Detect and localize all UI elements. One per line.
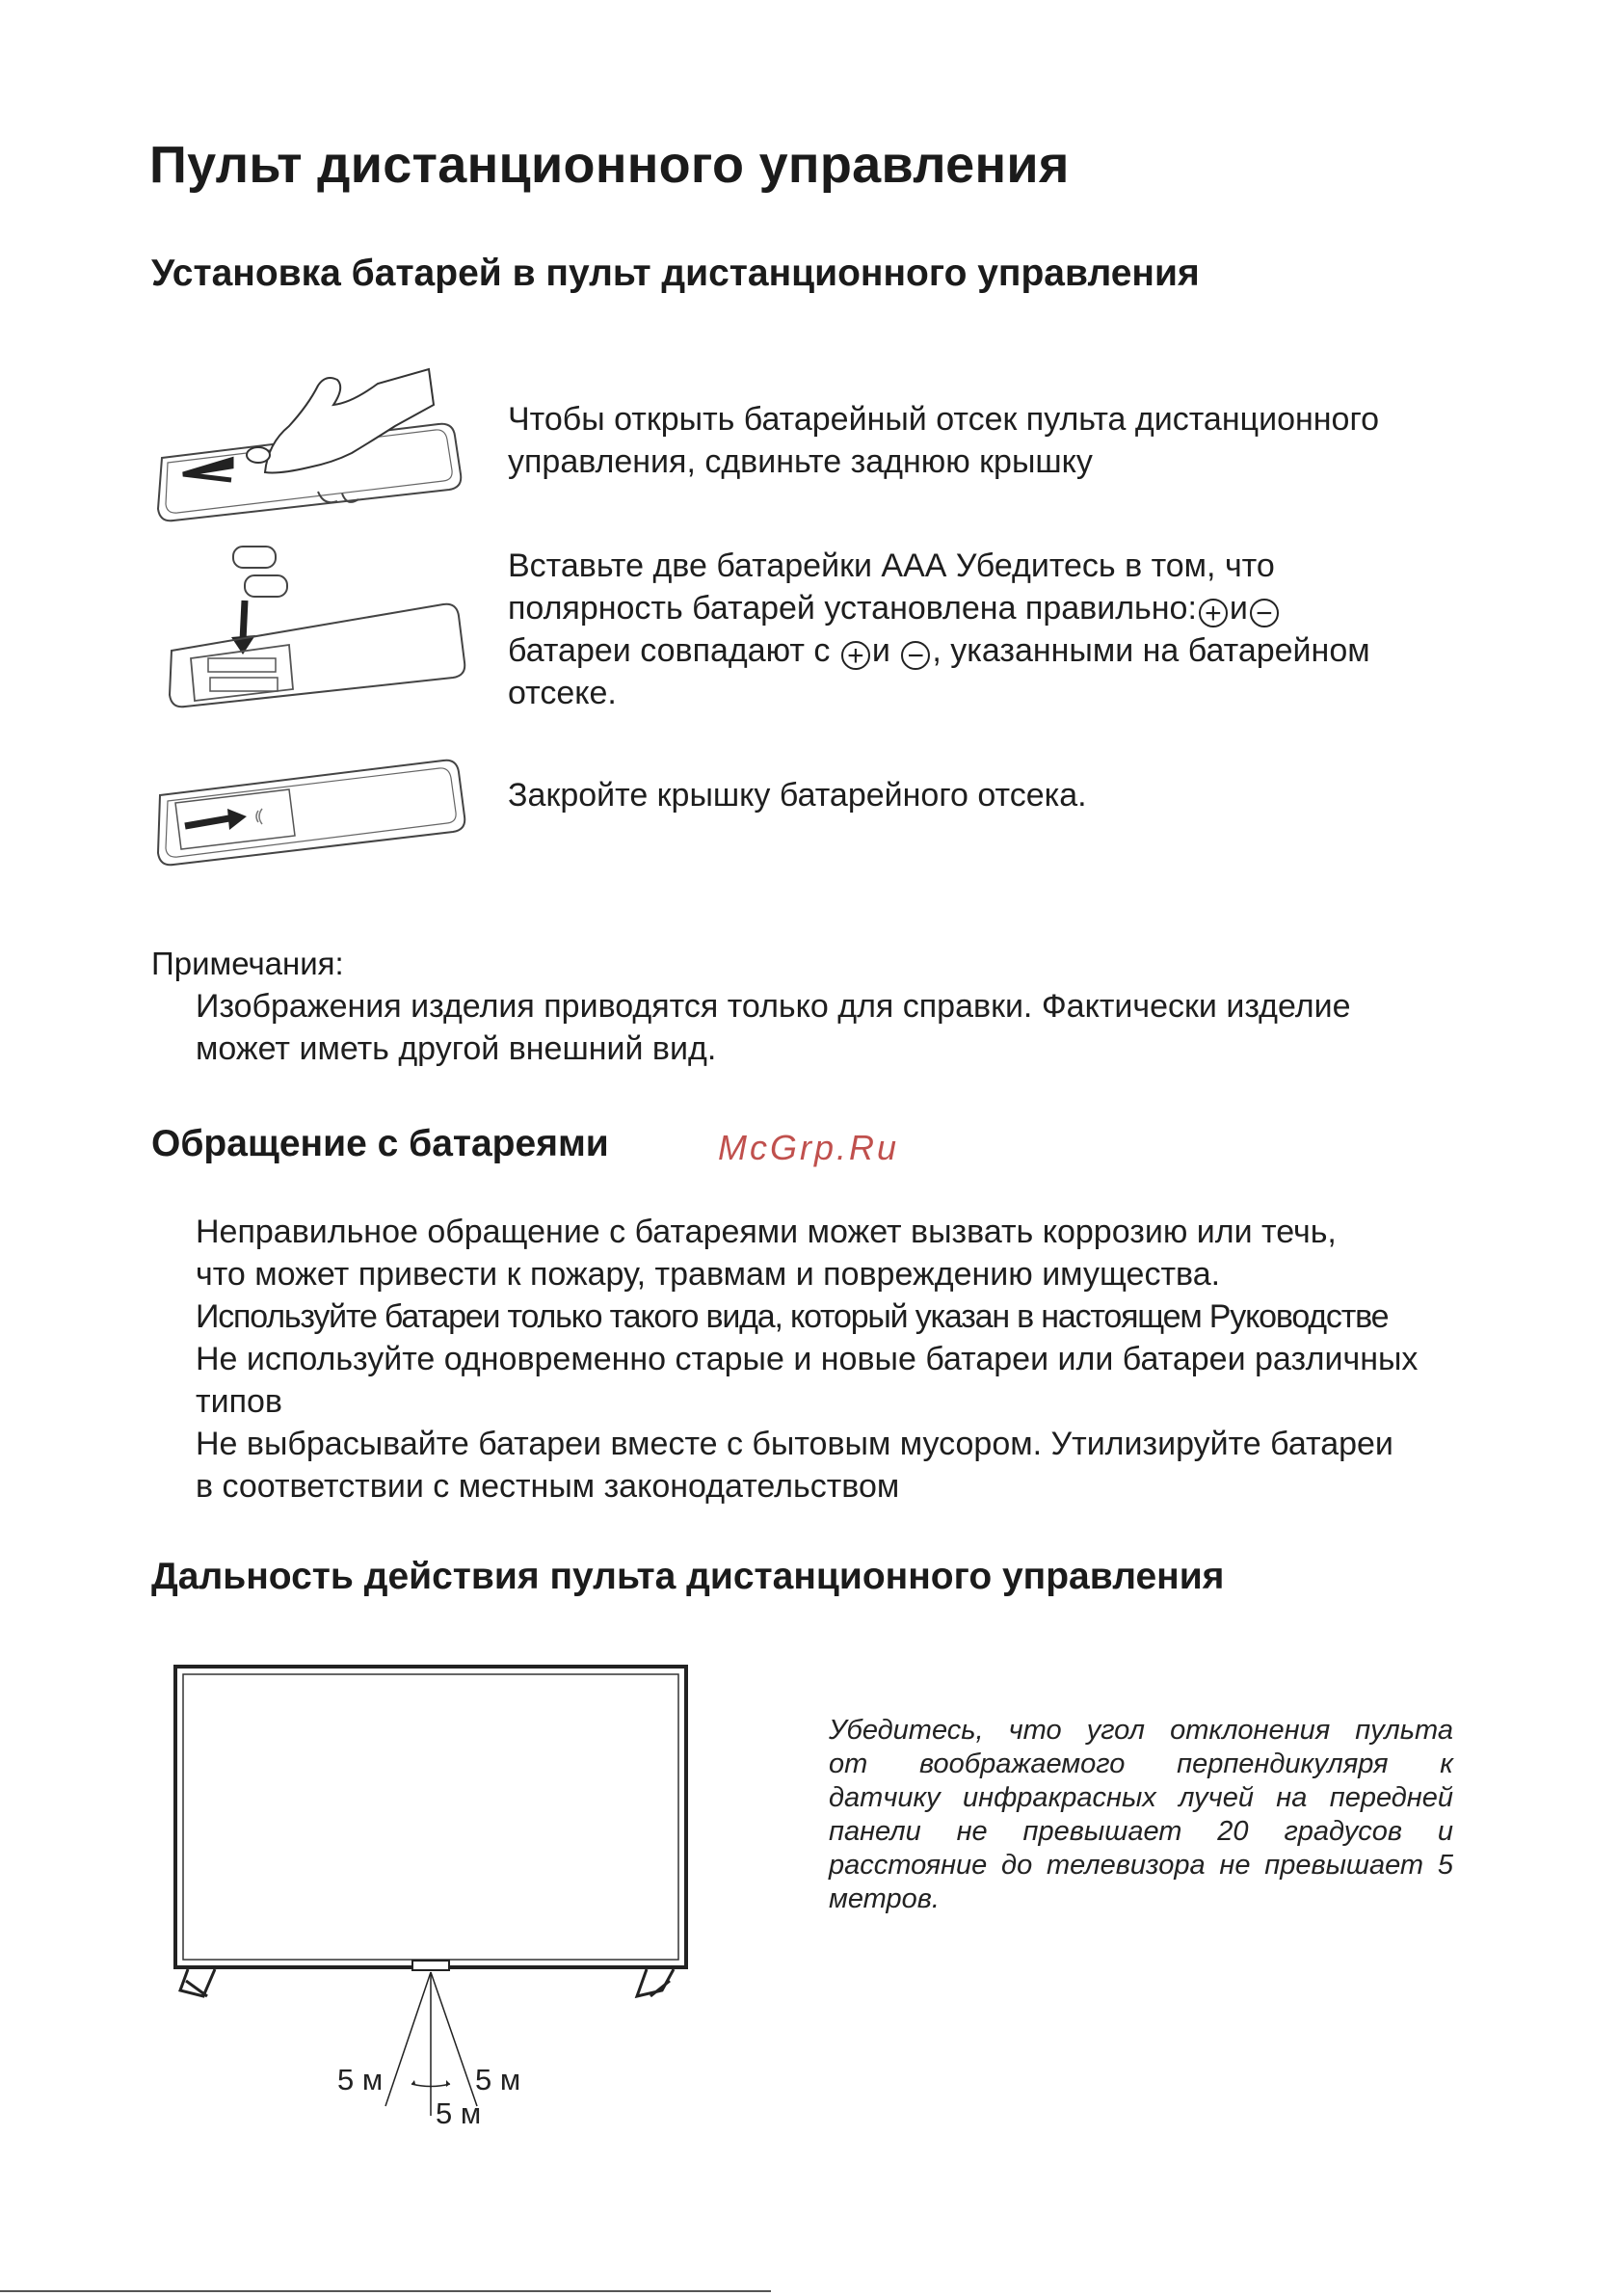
notes-line2: может иметь другой внешний вид.: [196, 1030, 717, 1067]
plus-icon: +: [1199, 599, 1228, 627]
handling-line3: Используйте батареи только такого вида, который указан в настоящем Руководстве: [196, 1298, 1389, 1335]
step2-and-2: и: [871, 632, 890, 669]
handling-line4: Не используйте одновременно старые и новые батареи или батареи различных: [196, 1341, 1419, 1377]
handling-line1: Неправильное обращение с батареями может вызвать коррозию или течь,: [196, 1214, 1337, 1250]
handling-line7: в соответствии с местным законодательством: [196, 1468, 900, 1505]
notes-label: Примечания:: [151, 946, 344, 981]
minus-icon: −: [1250, 599, 1279, 627]
distance-right-label: 5 м: [475, 2063, 521, 2096]
range-note: [829, 1714, 1453, 1916]
step3-text: Закройте крышку батарейного отсека.: [508, 777, 1087, 814]
notes-line1: Изображения изделия приводятся только для справки. Фактически изделие: [196, 988, 1351, 1025]
range-note-line4: панели не превышает 20 градусов и: [829, 1816, 1453, 1847]
step2-line3-text: батареи совпадают с: [508, 632, 831, 669]
section-heading-battery-install: Установка батарей в пульт дистанционного управления: [151, 253, 1200, 294]
footer-divider: [0, 2290, 771, 2292]
step2-line4: отсеке.: [508, 675, 617, 711]
range-note-line2: от воображаемого перпендикуляря к: [829, 1749, 1453, 1779]
range-note-line1: Убедитесь, что угол отклонения пульта: [829, 1715, 1453, 1746]
plus-icon: +: [841, 641, 870, 670]
section-heading-battery-handling: Обращение с батареями: [151, 1123, 609, 1164]
distance-left-label: 5 м: [337, 2063, 384, 2096]
remote-open-cover-illustration: [154, 366, 482, 521]
step1-line1: Чтобы открыть батарейный отсек пульта дистанционного: [508, 401, 1380, 438]
step1-line2: управления, сдвиньте заднюю крышку: [508, 443, 1093, 480]
step2-line2: [508, 587, 1281, 629]
range-note-line5: расстояние до телевизора не превышает 5: [829, 1850, 1453, 1881]
step2-line3-post: , указанными на батарейном: [932, 632, 1370, 669]
step2-and-1: и: [1229, 590, 1248, 627]
step2-line1: Вставьте две батарейки ААА Убедитесь в том, что: [508, 547, 1275, 584]
handling-line5: типов: [196, 1383, 282, 1420]
tv-range-diagram: [169, 1663, 694, 2145]
watermark: McGrp.Ru: [718, 1128, 900, 1167]
remote-close-cover-illustration: [154, 757, 482, 872]
range-note-line3: датчику инфракрасных лучей на передней: [829, 1782, 1453, 1813]
step2-line3: [508, 629, 1370, 672]
step2-line2-text: полярность батарей установлена правильно:: [508, 590, 1197, 627]
minus-icon: −: [901, 641, 930, 670]
section-heading-remote-range: Дальность действия пульта дистанционного управления: [151, 1556, 1225, 1597]
distance-center-label: 5 м: [436, 2096, 482, 2130]
page-title: Пульт дистанционного управления: [149, 136, 1070, 194]
handling-line6: Не выбрасывайте батареи вместе с бытовым мусором. Утилизируйте батареи: [196, 1426, 1393, 1462]
handling-line2: что может привести к пожару, травмам и повреждению имущества.: [196, 1256, 1221, 1293]
range-note-line6: метров.: [829, 1883, 940, 1914]
remote-insert-batteries-illustration: [164, 545, 491, 708]
